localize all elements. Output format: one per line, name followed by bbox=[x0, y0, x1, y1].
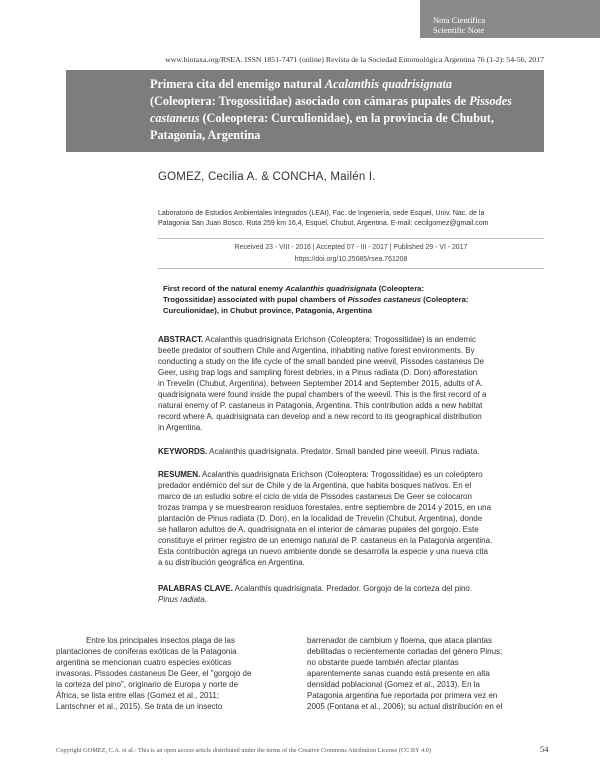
affiliation-line-1: Laboratorio de Estudios Ambientales Integrados (LEAI), Fac. de Ingeniería, sede Esquel, Univ. Nac. de la bbox=[158, 210, 485, 217]
resumen-line: a su distribución geográfica en Argentina. bbox=[158, 558, 305, 567]
article-type-tab bbox=[420, 0, 600, 38]
body-left-line: Entre los principales insectos plaga de las bbox=[86, 636, 235, 645]
title-line-4: Patagonia, Argentina bbox=[150, 128, 261, 142]
body-right-line: densidad poblacional (Gomez et al., 2013). En la bbox=[307, 680, 480, 689]
abstract-line: quadrisignata were found inside the pupal chambers of the weevil. This is the first record of a bbox=[158, 390, 487, 399]
palabras-clave-line-2: Pinus radiata. bbox=[158, 595, 207, 604]
abstract-line: in Trevelin (Chubut, Argentina), between September 2014 and September 2015, adults of A. bbox=[158, 379, 484, 388]
title-line-1: Primera cita del enemigo natural Acalanthis quadrisignata bbox=[150, 77, 452, 91]
resumen-line: trozas trampa y se muestrearon residuos forestales, entre septiembre de 2014 y 2015, en una bbox=[158, 503, 492, 512]
abstract-line: Geer, using trap logs and sampling forest debries, in a Pinus radiata (D. Don) afforestation bbox=[158, 368, 478, 377]
body-left-line: plantaciones de coníferas exóticas de la Patagonia bbox=[56, 647, 237, 656]
divider bbox=[158, 238, 544, 239]
body-right-line: 2005 (Fontana et al., 2006); su actual distribución en el bbox=[307, 702, 503, 711]
resumen-line: Esta contribución agrega un nuevo ambiente donde se desarrolla la especie y una nueva cita bbox=[158, 547, 488, 556]
note-label-en: Scientific Note bbox=[433, 25, 485, 35]
english-title-line-1: First record of the natural enemy Acalanthis quadrisignata (Coleoptera: bbox=[163, 284, 425, 293]
title-line-2: (Coleoptera: Trogossitidae) asociado con cámaras pupales de Pissodes bbox=[150, 94, 512, 108]
keywords: KEYWORDS. Acalanthis quadrisignata. Predator. Small banded pine weevil. Pinus radiata. bbox=[158, 447, 480, 456]
palabras-clave: PALABRAS CLAVE. Acalanthis quadrisignata. Predador. Gorgojo de la corteza del pino. bbox=[158, 584, 473, 593]
resumen-line: predador endémico del sur de Chile y de la Argentina, que habita bosques nativos. En el bbox=[158, 481, 472, 490]
body-right-line: debilitadas o recientemente cortadas del género Pinus; bbox=[307, 647, 503, 656]
resumen-line: RESUMEN. Acalanthis quadrisignata Erichson (Coleoptera: Trogossitidae) es un coleóptero bbox=[158, 470, 483, 479]
body-right-line: Patagonia argentina fue reportada por primera vez en bbox=[307, 691, 498, 700]
page-number: 54 bbox=[540, 744, 549, 754]
affiliation-line-2: Patagonia San Juan Bosco. Ruta 259 km 16,4, Esquel, Chubut, Argentina. E-mail: cecilgomez@gmail.com bbox=[158, 220, 489, 227]
resumen-line: marco de un estudio sobre el ciclo de vida de Pissodes castaneus De Geer se colocaron bbox=[158, 492, 472, 501]
journal-citation: www.biotaxa.org/RSEA. ISSN 1851-7471 (online) Revista de la Sociedad Entomológica Argentina 76 (1-2): 54-56, 2017 bbox=[165, 55, 544, 64]
resumen-line: plantación de Pinus radiata (D. Don), en la localidad de Trevelin (Chubut, Argentina), donde bbox=[158, 514, 483, 523]
title-line-3: castaneus (Coleoptera: Curculionidae), en la provincia de Chubut, bbox=[150, 111, 494, 125]
body-right-line: barrenador de cambium y floema, que ataca plantas bbox=[307, 636, 492, 645]
abstract-label: ABSTRACT. bbox=[158, 335, 204, 344]
doi-link[interactable]: https://doi.org/10.25085/rsea.761208 bbox=[294, 256, 408, 263]
body-right-line: aparentemente sanas cuando está presente en alta bbox=[307, 669, 490, 678]
body-left-line: Lantschner et al., 2015). Se trata de un insecto bbox=[56, 702, 223, 711]
english-title-line-3: Curculionidae), in Chubut province, Patagonia, Argentina bbox=[163, 306, 372, 315]
body-left-line: África, se lista entre ellas (Gomez et al., 2011; bbox=[56, 691, 220, 700]
resumen-line: se hallaron adultos de A. quadrisignata en el interior de cámaras pupales del gorgojo. Este bbox=[158, 525, 479, 534]
keywords-label: KEYWORDS. bbox=[158, 447, 208, 456]
divider bbox=[158, 268, 544, 269]
abstract-line: natural enemy of P. castaneus in Patagonia, Argentina. This contribution adds a new habitat bbox=[158, 401, 483, 410]
body-left-line: argentina se mencionan cuatro especies exóticas bbox=[56, 658, 232, 667]
abstract-line: beetle predator of southern Chile and Argentina, inhabiting native forest environments. By bbox=[158, 346, 475, 355]
body-right-line: no obstante puede también afectar plantas bbox=[307, 658, 459, 667]
body-left-line: la corteza del pino", originario de Europa y norte de bbox=[56, 680, 239, 689]
resumen-label: RESUMEN. bbox=[158, 470, 201, 479]
body-left-line: invasoras. Pissodes castaneus De Geer, el "gorgojo de bbox=[56, 669, 252, 678]
title-box bbox=[66, 70, 544, 152]
copyright-footer: Copyright GOMEZ, C.A. et al.- This is an open access article distributed under the terms of the Creative Commons Attribution License (CC BY 4.0) bbox=[56, 747, 431, 754]
abstract-line: conducting a study on the life cycle of the small banded pine weevil, Pissodes castaneus De bbox=[158, 357, 484, 366]
english-title-line-2: Trogossitidae) associated with pupal chambers of Pissodes castaneus (Coleoptera: bbox=[163, 295, 469, 304]
authors: GOMEZ, Cecilia A. & CONCHA, Mailén I. bbox=[158, 171, 376, 183]
abstract-line: record where A. quadrisignata can develop and a new record to its geographical distribution bbox=[158, 412, 482, 421]
abstract-line: ABSTRACT. Acalanthis quadrisignata Erichson (Coleoptera: Trogossitidae) is an endemic bbox=[158, 335, 476, 344]
resumen-line: constituye el primer registro de un enemigo natural de P. castaneus en la Patagonia argentina. bbox=[158, 536, 493, 545]
abstract-line: in Argentina. bbox=[158, 423, 203, 432]
palabras-clave-label: PALABRAS CLAVE. bbox=[158, 584, 233, 593]
note-label-es: Nota Científica bbox=[433, 15, 486, 25]
article-dates: Received 23 - VIII - 2016 | Accepted 07 - III - 2017 | Published 29 - VI - 2017 bbox=[234, 244, 468, 251]
